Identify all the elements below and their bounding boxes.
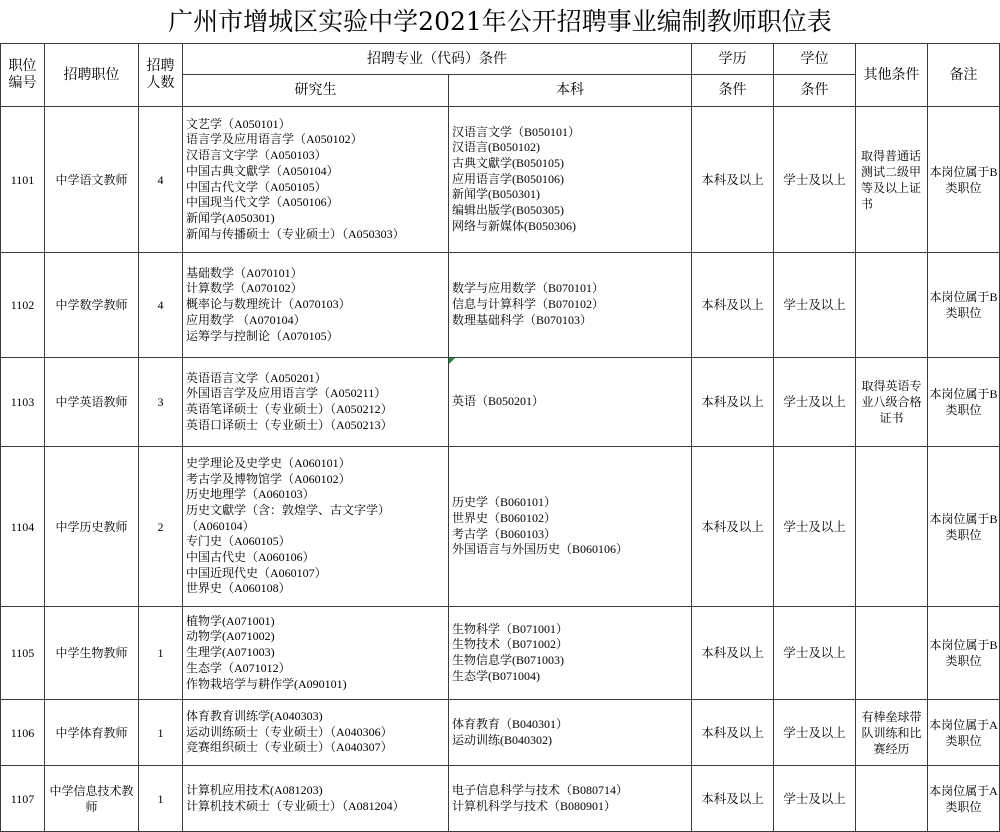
major-item: 汉语言(B050102) bbox=[452, 140, 540, 155]
major-item: 历史地理学（A060103） bbox=[186, 487, 315, 502]
undergraduate-majors bbox=[449, 253, 692, 358]
header-degree-condition: 条件 bbox=[774, 75, 856, 107]
major-item: 外国语言与外国历史（B060106） bbox=[452, 542, 629, 557]
major-item: 专门史（A060105） bbox=[186, 534, 291, 549]
major-item: 英语语言文学（A050201） bbox=[186, 370, 327, 385]
degree-requirement: 学士及以上 bbox=[774, 107, 856, 253]
header-other-conditions: 其他条件 bbox=[856, 44, 928, 107]
major-item: 编辑出版学(B050305) bbox=[452, 203, 564, 218]
education-requirement: 本科及以上 bbox=[692, 358, 774, 447]
graduate-majors bbox=[183, 607, 449, 700]
undergraduate-majors bbox=[449, 107, 692, 253]
major-item: 电子信息科学与技术（B080714） bbox=[452, 782, 629, 797]
major-item: 中国古典文獻学（A050104） bbox=[186, 163, 339, 178]
remark: 本岗位属于B类职位 bbox=[928, 253, 1000, 358]
major-item: 计算机科学与技术（B080901） bbox=[452, 798, 617, 813]
position-id: 1105 bbox=[0, 607, 45, 700]
header-position-id: 职位编号 bbox=[0, 44, 45, 107]
graduate-majors bbox=[183, 766, 449, 832]
major-item: 计算机应用技术(A081203) bbox=[186, 782, 323, 797]
major-item: 竞赛组织硕士（专业硕士）（A040307） bbox=[186, 740, 393, 755]
major-item: 中国近现代史（A060107） bbox=[186, 565, 327, 580]
major-item: 生态学（A071012） bbox=[186, 660, 291, 675]
degree-requirement: 学士及以上 bbox=[774, 700, 856, 766]
major-item: 基础数学（A070101） bbox=[186, 265, 303, 280]
education-requirement: 本科及以上 bbox=[692, 107, 774, 253]
header-major-conditions: 招聘专业（代码）条件 bbox=[183, 44, 692, 75]
header-education: 学历 bbox=[692, 44, 774, 75]
hire-count: 2 bbox=[139, 447, 183, 607]
degree-requirement: 学士及以上 bbox=[774, 253, 856, 358]
major-item: 语言学及应用语言学（A050102） bbox=[186, 132, 363, 147]
header-position-name: 招聘职位 bbox=[45, 44, 139, 107]
degree-requirement: 学士及以上 bbox=[774, 766, 856, 832]
position-id: 1102 bbox=[0, 253, 45, 358]
hire-count: 4 bbox=[139, 107, 183, 253]
degree-requirement: 学士及以上 bbox=[774, 607, 856, 700]
major-item: 应用数学 （A070104） bbox=[186, 312, 306, 327]
other-requirement: 取得英语专业八级合格证书 bbox=[856, 358, 928, 447]
graduate-majors bbox=[183, 107, 449, 253]
position-name: 中学生物教师 bbox=[45, 607, 139, 700]
position-name: 中学英语教师 bbox=[45, 358, 139, 447]
remark: 本岗位属于B类职位 bbox=[928, 358, 1000, 447]
major-item: 计算机技术硕士（专业硕士）（A081204） bbox=[186, 798, 405, 813]
major-item: 动物学(A071002) bbox=[186, 629, 275, 644]
page-title: 广州市增城区实验中学2021年公开招聘事业编制教师职位表 bbox=[0, 0, 1000, 44]
major-item: 计算数学（A070102） bbox=[186, 281, 303, 296]
education-requirement: 本科及以上 bbox=[692, 447, 774, 607]
remark: 本岗位属于A类职位 bbox=[928, 700, 1000, 766]
position-name: 中学历史教师 bbox=[45, 447, 139, 607]
degree-requirement: 学士及以上 bbox=[774, 358, 856, 447]
education-requirement: 本科及以上 bbox=[692, 607, 774, 700]
position-name: 中学信息技术教师 bbox=[45, 766, 139, 832]
major-item: 新闻与传播硕士（专业硕士）（A050303） bbox=[186, 226, 405, 241]
major-item: 古典文獻学(B050105) bbox=[452, 155, 564, 170]
major-item: 生态学(B071004) bbox=[452, 668, 540, 683]
major-item: 新闻学(B050301) bbox=[452, 187, 540, 202]
major-item: 数理基础科学（B070103） bbox=[452, 312, 593, 327]
header-education-condition: 条件 bbox=[692, 75, 774, 107]
hire-count: 1 bbox=[139, 700, 183, 766]
position-name: 中学语文教师 bbox=[45, 107, 139, 253]
major-item: 数学与应用数学（B070101） bbox=[452, 281, 605, 296]
undergraduate-majors bbox=[449, 447, 692, 607]
major-item: 考古学及博物馆学（A060102） bbox=[186, 471, 351, 486]
header-undergraduate: 本科 bbox=[449, 75, 692, 107]
other-requirement bbox=[856, 447, 928, 607]
major-item: 历史学（B060101） bbox=[452, 495, 557, 510]
other-requirement: 有棒垒球带队训练和比赛经历 bbox=[856, 700, 928, 766]
hire-count: 1 bbox=[139, 766, 183, 832]
major-item: 世界史（A060108） bbox=[186, 581, 291, 596]
header-remark: 备注 bbox=[928, 44, 1000, 107]
major-item: 中国现当代文学（A050106） bbox=[186, 195, 339, 210]
major-item: 生物科学（B071001） bbox=[452, 621, 569, 636]
major-item: 植物学(A071001) bbox=[186, 613, 275, 628]
position-id: 1101 bbox=[0, 107, 45, 253]
other-requirement bbox=[856, 766, 928, 832]
graduate-majors bbox=[183, 447, 449, 607]
major-item: 生物信息学(B071003) bbox=[452, 653, 564, 667]
major-item: 体育教育（B040301） bbox=[452, 716, 569, 731]
remark: 本岗位属于A类职位 bbox=[928, 766, 1000, 832]
hire-count: 1 bbox=[139, 607, 183, 700]
undergraduate-majors bbox=[449, 358, 692, 447]
position-id: 1103 bbox=[0, 358, 45, 447]
position-id: 1106 bbox=[0, 700, 45, 766]
position-id: 1107 bbox=[0, 766, 45, 832]
major-item: 新闻学(A050301) bbox=[186, 210, 275, 225]
major-item: 信息与计算科学（B070102） bbox=[452, 297, 605, 312]
header-graduate: 研究生 bbox=[183, 75, 449, 107]
graduate-majors bbox=[183, 700, 449, 766]
education-requirement: 本科及以上 bbox=[692, 766, 774, 832]
hire-count: 3 bbox=[139, 358, 183, 447]
position-name: 中学体育教师 bbox=[45, 700, 139, 766]
major-item: 运筹学与控制论（A070105） bbox=[186, 328, 339, 343]
major-item: 外国语言学及应用语言学（A050211） bbox=[186, 386, 387, 401]
comment-indicator-icon bbox=[449, 358, 455, 364]
major-item: 网络与新媒体(B050306) bbox=[452, 218, 576, 233]
major-item: 运动训练(B040302) bbox=[452, 732, 552, 747]
major-item: 汉语言文字学（A050103） bbox=[186, 148, 327, 163]
undergraduate-majors bbox=[449, 766, 692, 832]
other-requirement bbox=[856, 253, 928, 358]
major-item: 应用语言学(B050106) bbox=[452, 171, 564, 186]
major-item: 考古学（B060103） bbox=[452, 526, 557, 541]
remark: 本岗位属于B类职位 bbox=[928, 607, 1000, 700]
undergraduate-majors bbox=[449, 607, 692, 700]
major-item: 文艺学（A050101） bbox=[186, 116, 291, 131]
major-item: 汉语言文学（B050101） bbox=[452, 124, 581, 139]
position-id: 1104 bbox=[0, 447, 45, 607]
major-item: 史学理论及史学史（A060101） bbox=[186, 455, 351, 470]
graduate-majors bbox=[183, 358, 449, 447]
education-requirement: 本科及以上 bbox=[692, 700, 774, 766]
education-requirement: 本科及以上 bbox=[692, 253, 774, 358]
remark: 本岗位属于B类职位 bbox=[928, 447, 1000, 607]
undergraduate-majors bbox=[449, 700, 692, 766]
major-item: 生物技术（B071002） bbox=[452, 637, 569, 652]
major-item: 英语（B050201） bbox=[452, 394, 545, 409]
header-hire-count: 招聘人数 bbox=[139, 44, 183, 107]
major-item: 中国古代史（A060106） bbox=[186, 550, 315, 565]
remark: 本岗位属于B类职位 bbox=[928, 107, 1000, 253]
major-item: 概率论与数理统计（A070103） bbox=[186, 297, 351, 312]
major-item: 体育教育训练学(A040303) bbox=[186, 708, 323, 723]
major-item: 英语口译硕士（专业硕士）（A050213） bbox=[186, 417, 393, 432]
major-item: 作物栽培学与耕作学(A090101) bbox=[186, 676, 347, 691]
major-item: 英语笔译硕士（专业硕士）（A050212） bbox=[186, 402, 393, 416]
other-requirement: 取得普通话测试二级甲等及以上证书 bbox=[856, 107, 928, 253]
graduate-majors bbox=[183, 253, 449, 358]
header-degree: 学位 bbox=[774, 44, 856, 75]
degree-requirement: 学士及以上 bbox=[774, 447, 856, 607]
position-name: 中学数学教师 bbox=[45, 253, 139, 358]
hire-count: 4 bbox=[139, 253, 183, 358]
major-item: 世界史（B060102） bbox=[452, 510, 557, 525]
major-item: 中国古代文学（A050105） bbox=[186, 179, 327, 194]
major-item: 运动训练硕士（专业硕士）（A040306） bbox=[186, 724, 393, 739]
major-item: 生理学(A071003) bbox=[186, 645, 275, 660]
major-item: 历史文獻学（含：敦煌学、古文字学）（A060104） bbox=[186, 502, 391, 533]
other-requirement bbox=[856, 607, 928, 700]
